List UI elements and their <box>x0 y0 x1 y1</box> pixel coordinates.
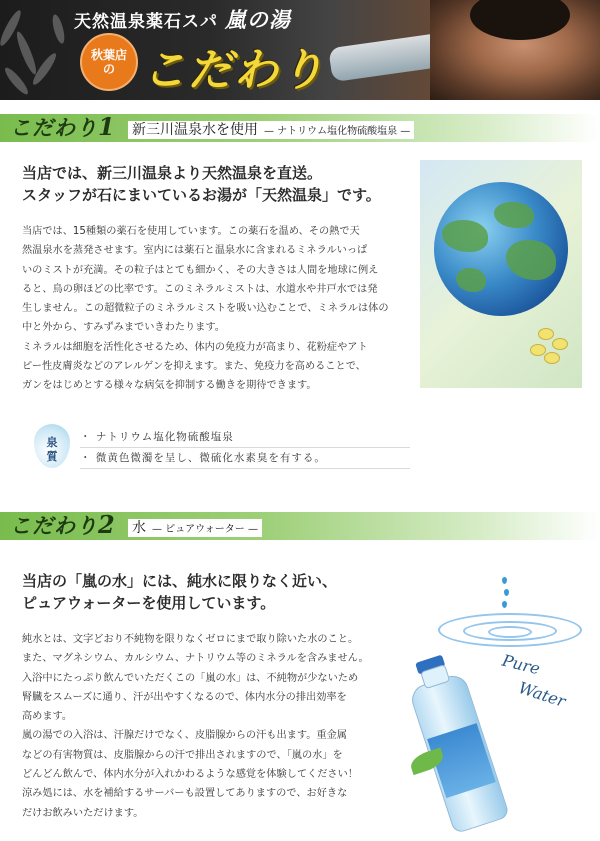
quality-label: 泉 <box>46 436 58 449</box>
water-drop-icon <box>34 424 70 468</box>
body-line: 入浴中にたっぷり飲んでいただくこの「嵐の水」は、不純物が少ないため <box>22 672 359 684</box>
body-line: 当店では、15種類の薬石を使用しています。この薬石を温め、その熱で天 <box>22 226 360 237</box>
body-line: ガンをはじめとする様々な病気を抑制する働きを期待できます。 <box>22 380 317 392</box>
lead-line: 当店では、新三川温泉より天然温泉を直送。 <box>22 164 323 182</box>
water-droplet-icon <box>504 589 509 596</box>
body-line: いのミストが充満。その粒子はとても細かく、その大きさは人間を地球に例え <box>22 264 379 276</box>
bamboo-leaf-icon <box>14 30 40 76</box>
brand-logo: 天然温泉薬石スパ 嵐の湯 <box>74 7 291 32</box>
quality-item: ・ 微黄色微濁を呈し、微硫化水素臭を有する。 <box>80 450 410 469</box>
branch-badge: 秋葉店の <box>80 33 138 91</box>
section2-header <box>0 508 600 544</box>
body-line: 純水とは、文字どおり不純物を限りなくゼロにまで取り除いた水のこと。 <box>22 634 359 645</box>
body-line: 嵐の湯での入浴は、汗腺だけでなく、皮脂腺からの汗も出ます。重金属 <box>22 730 347 742</box>
section2-lead <box>22 570 337 614</box>
lead-line: スタッフが石にまいているお湯が「天然温泉」です。 <box>22 186 381 204</box>
water-bottle-icon <box>408 672 510 834</box>
body-line: だけお飲みいただけます。 <box>22 807 144 819</box>
lead-line: 当店の「嵐の水」には、純水に限りなく近い、 <box>22 572 338 590</box>
earth-illustration <box>420 160 582 388</box>
section2-tag: こだわり2 <box>10 510 116 539</box>
egg-pebble-icon <box>552 338 568 350</box>
section1-header <box>0 110 600 146</box>
bamboo-leaf-icon <box>50 13 66 44</box>
ripple-ring <box>488 626 532 638</box>
egg-pebble-icon <box>538 328 554 340</box>
page-title: こだわり <box>142 45 326 96</box>
section1-lead <box>22 162 381 206</box>
body-line: 腎臓をスムーズに通り、汗が出やすくなるので、体内水分の排出効率を <box>22 691 347 703</box>
section1-tag: こだわり1 <box>10 112 116 141</box>
body-line: ピー性皮膚炎などのアレルゲンを抑えます。また、免疫力を高めることで、 <box>22 361 366 373</box>
section1-body <box>22 222 389 396</box>
globe-icon <box>434 182 568 316</box>
egg-pebble-icon <box>544 352 560 364</box>
section2-title: 水 — ピュアウォーター — <box>128 517 262 537</box>
lead-line: ピュアウォーターを使用しています。 <box>22 594 276 612</box>
body-line: 然温泉水を蒸発させます。室内には薬石と温泉水に含まれるミネラルいっぱ <box>22 245 368 257</box>
section1-title: 新三川温泉水を使用 — ナトリウム塩化物硫酸塩泉 — <box>128 119 414 139</box>
body-line: 涼み処には、水を補給するサーバーも設置してありますので、お好きな <box>22 788 348 800</box>
section2-body <box>22 630 369 823</box>
spring-quality-box <box>34 424 414 470</box>
body-line: などの有害物質は、皮脂腺からの汗で排出されますので、「嵐の水」を <box>22 749 343 761</box>
body-line: 中と外から、すみずみまでいきわたります。 <box>22 322 225 334</box>
pure-water-illustration <box>418 575 600 836</box>
body-line: ミネラルは細胞を活性化させるため、体内の免疫力が高まり、花粉症やアト <box>22 341 368 353</box>
header-banner <box>0 0 600 100</box>
body-line: また、マグネシウム、カルシウム、ナトリウム等のミネラルを含みません。 <box>22 653 369 665</box>
pure-word: Pure <box>500 650 542 679</box>
body-line: どんどん飲んで、体内水分が入れかわるような感覚を体験してください！ <box>22 769 358 781</box>
water-word: Water <box>516 678 568 711</box>
body-line: ると、鳥の卵ほどの比率です。このミネラルミストは、水道水や井戸水では発 <box>22 283 378 295</box>
quality-item: ・ ナトリウム塩化物硫酸塩泉 <box>80 429 410 448</box>
egg-pebble-icon <box>530 344 546 356</box>
water-droplet-icon <box>502 601 507 608</box>
body-line: 生しません。この超微粒子のミネラルミストを吸い込むことで、ミネラルは体の <box>22 303 389 315</box>
body-line: 高めます。 <box>22 711 73 723</box>
bamboo-leaf-icon <box>2 65 31 97</box>
quality-label: 質 <box>46 450 58 463</box>
water-droplet-icon <box>502 577 507 584</box>
